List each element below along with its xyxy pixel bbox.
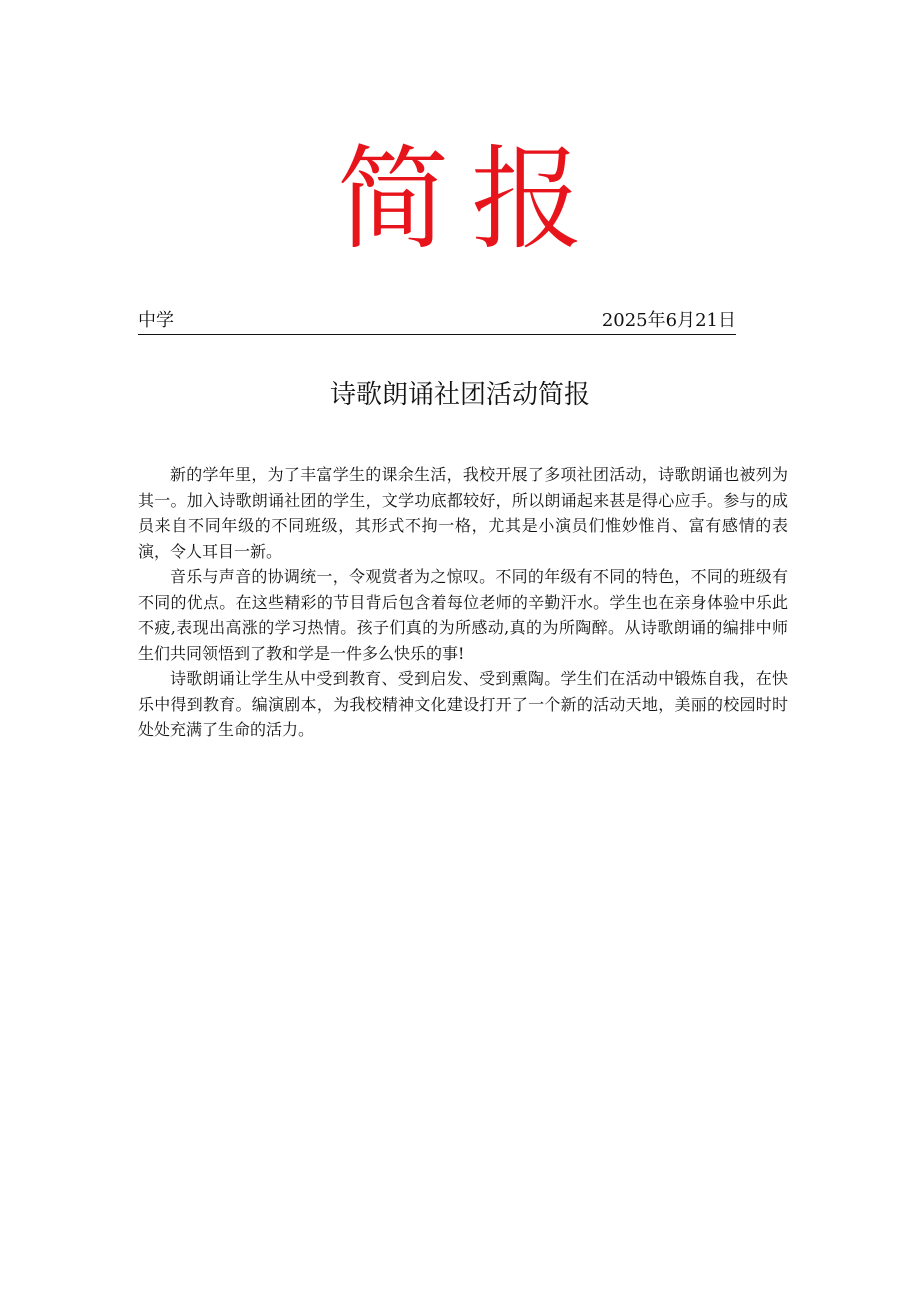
article-body [138,462,788,743]
issue-date: 2025年6月21日 [601,310,736,331]
article-paragraph: 诗歌朗诵让学生从中受到教育、受到启发、受到熏陶。学生们在活动中锻炼自我，在快乐中得到教育。编演剧本，为我校精神文化建设打开了一个新的活动天地，美丽的校园时时处处充满了生命的活力。 [138,669,788,739]
article-paragraph: 新的学年里，为了丰富学生的课余生活，我校开展了多项社团活动，诗歌朗诵也被列为其一。加入诗歌朗诵社团的学生，文学功底都较好，所以朗诵起来甚是得心应手。参与的成员来自不同年级的不同班级，其形式不拘一格，尤其是小演员们惟妙惟肖、富有感情的表演，令人耳目一新。 [138,465,788,561]
masthead-title: 简报 [337,135,605,265]
article-paragraph: 音乐与声音的协调统一，令观赏者为之惊叹。不同的年级有不同的特色，不同的班级有不同的优点。在这些精彩的节目背后包含着每位老师的辛勤汗水。学生也在亲身体验中乐此不疲,表现出高涨的学习热情。孩子们真的为所感动,真的为所陶醉。从诗歌朗诵的编排中师生们共同领悟到了教和学是一件多么快乐的事! [138,567,788,663]
dateline [138,308,736,335]
article-headline: 诗歌朗诵社团活动简报 [329,380,590,410]
school-name: 中学 [138,310,174,331]
